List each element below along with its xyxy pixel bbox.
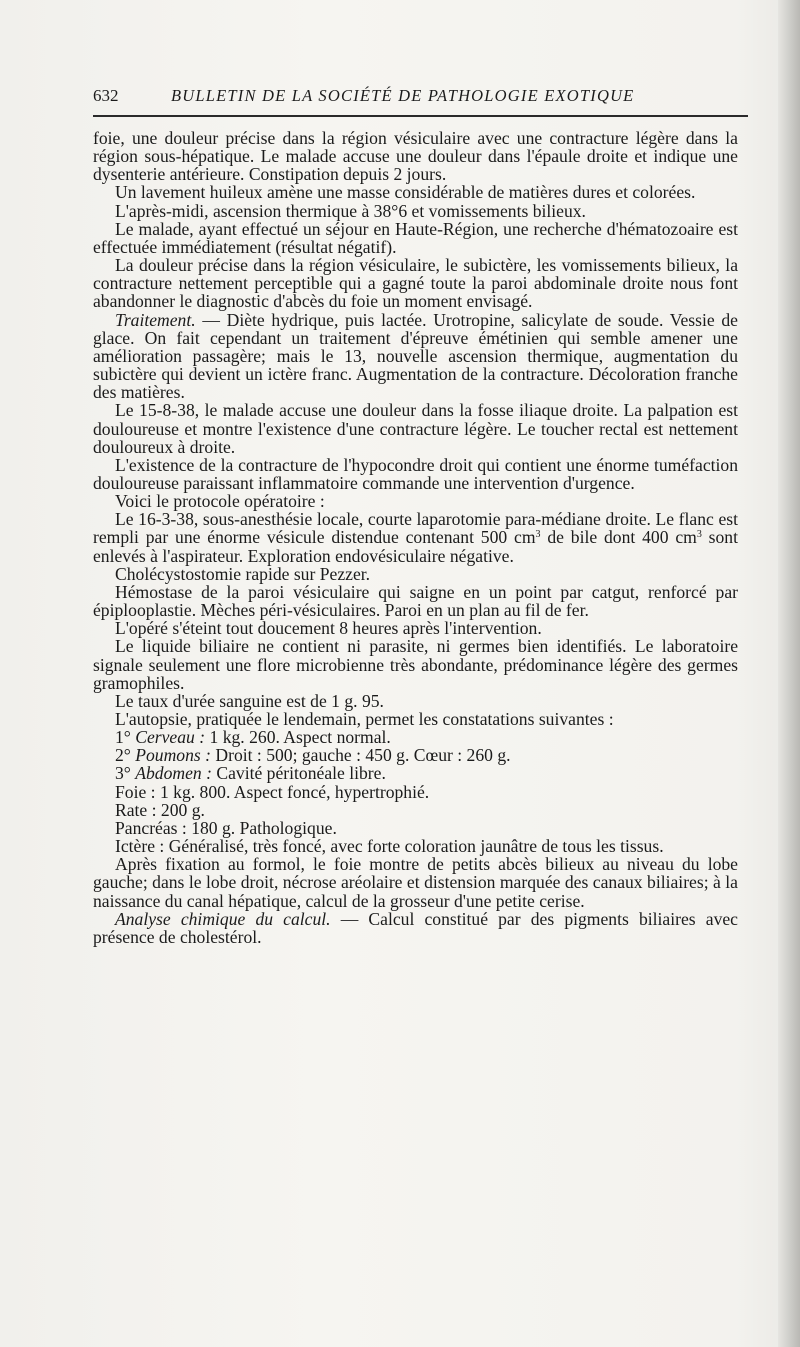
autopsy-item: Ictère : Généralisé, très foncé, avec forte coloration jaunâtre de tous les tissus. — [115, 836, 664, 857]
section-label: Analyse chimique du calcul. — [115, 908, 331, 929]
paragraph: Cholécystostomie rapide sur Pezzer. — [115, 563, 371, 584]
paragraph: L'autopsie, pratiquée le lendemain, permet les constatations suivantes : — [115, 709, 614, 729]
paragraph: Le 15-8-38, le malade accuse une douleur dans la fosse iliaque droite. La palpation est douloureuse et montre l'existence d'une contracture légère. Le toucher rectal est nettement douloureux à droite. — [93, 400, 738, 457]
paragraph: L'existence de la contracture de l'hypocondre droit qui contient une énorme tuméfaction douloureuse paraissant inflammatoire commande une intervention d'urgence. — [93, 454, 738, 493]
paragraph: Voici le protocole opératoire : — [115, 491, 325, 512]
autopsy-item: Pancréas : 180 g. Pathologique. — [115, 817, 337, 838]
autopsy-item: Foie : 1 kg. 800. Aspect foncé, hypertrophié. — [115, 781, 430, 802]
page-header — [93, 86, 751, 110]
autopsy-item: 2° Poumons : Droit : 500; gauche : 450 g. Cœur : 260 g. — [115, 745, 511, 766]
section-label: Traitement. — [115, 309, 196, 330]
paragraph: Le taux d'urée sanguine est de 1 g. 95. — [115, 690, 384, 711]
autopsy-item: 3° Abdomen : Cavité péritonéale libre. — [115, 763, 386, 784]
page-edge-shadow — [778, 0, 800, 1347]
paragraph: foie, une douleur précise dans la région vésiculaire avec une contracture légère dans la région sous-hépatique. Le malade accuse une douleur dans l'épaule droite et indique une dysenterie antérieure. Constipation depuis 2 jours. — [93, 128, 738, 185]
autopsy-item: Rate : 200 g. — [115, 799, 205, 820]
paragraph: Le 16-3-38, sous-anesthésie locale, courte laparotomie para-médiane droite. Le flanc est rempli par une énorme vésicule distendue contenant 500 $cm^3$ de bile dont 400 $cm^3$ sont enlevés à l'aspirateur. Exploration endovésiculaire négative. — [93, 509, 738, 566]
paragraph: Un lavement huileux amène une masse considérable de matières dures et colorées. — [115, 182, 696, 203]
paragraph: Analyse chimique du calcul. — Calcul constitué par des pigments biliaires avec présence de cholestérol. — [93, 908, 738, 947]
body-text — [93, 129, 738, 946]
paragraph: La douleur précise dans la région vésiculaire, le subictère, les vomissements bilieux, la contracture nettement perceptible qui a gagné toute la paroi abdominale droite nous font abandonner le diagnostic d'abcès du foie un moment envisagé. — [93, 255, 738, 312]
running-title: BULLETIN DE LA SOCIÉTÉ DE PATHOLOGIE EXOTIQUE — [171, 86, 635, 105]
paragraph: L'après-midi, ascension thermique à 38°6 et vomissements bilieux. — [115, 200, 586, 221]
paragraph: Après fixation au formol, le foie montre de petits abcès bilieux au niveau du lobe gauche; dans le lobe droit, nécrose aréolaire et distension marquée des canaux biliaires; à la naissance du canal hépatique, calcul de la grosseur d'une petite cerise. — [93, 854, 738, 911]
paragraph: Traitement. — Diète hydrique, puis lactée. Urotropine, salicylate de soude. Vessie de glace. On fait cependant un traitement d'épreuve émétinien qui semble amener une amélioration passagère; mais le 13, nouvelle ascension thermique, augmentation du subictère qui devient un ictère franc. Augmentation de la contracture. Décoloration franche des matières. — [93, 309, 738, 403]
paragraph: Le malade, ayant effectué un séjour en Haute-Région, une recherche d'hématozoaire est effectuée immédiatement (résultat négatif). — [93, 218, 738, 257]
header-rule — [93, 115, 748, 117]
page-number: 632 — [93, 86, 119, 105]
paragraph: Le liquide biliaire ne contient ni parasite, ni germes bien identifiés. Le laboratoire signale seulement une flore microbienne très abondante, prédominance légère des germes gramophiles. — [93, 636, 738, 693]
paragraph: Hémostase de la paroi vésiculaire qui saigne en un point par catgut, renforcé par épiplooplastie. Mèches péri-vésiculaires. Paroi en un plan au fil de fer. — [93, 581, 738, 621]
autopsy-item: 1° Cerveau : 1 kg. 260. Aspect normal. — [115, 727, 391, 748]
paragraph: L'opéré s'éteint tout doucement 8 heures après l'intervention. — [115, 618, 542, 639]
